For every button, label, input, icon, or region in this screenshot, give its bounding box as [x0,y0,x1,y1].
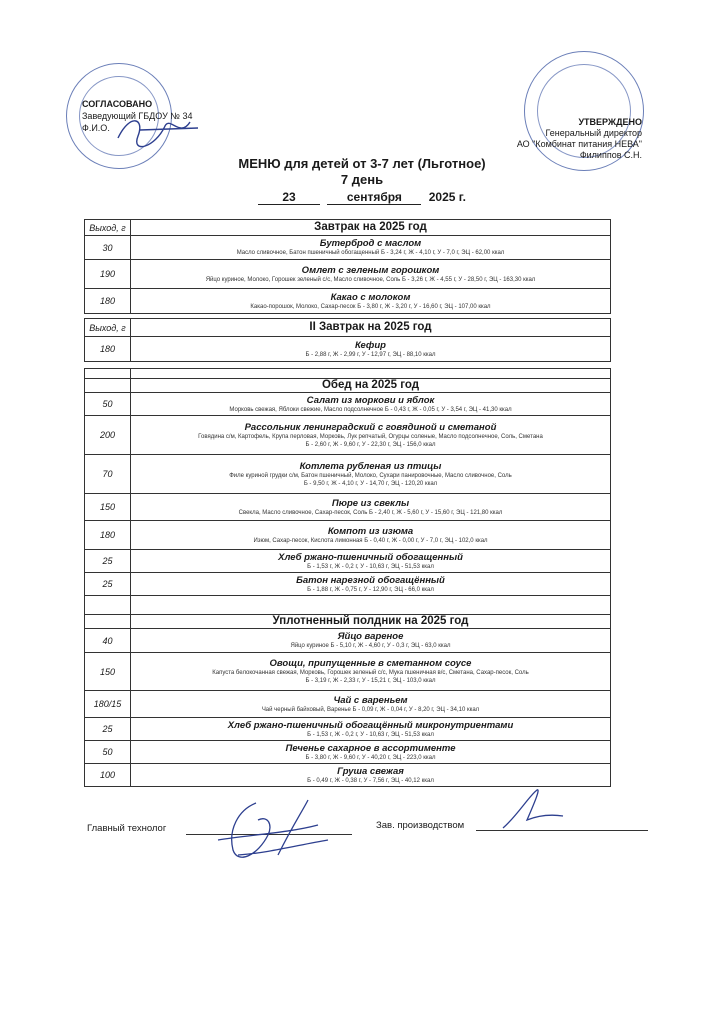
dish-name: Омлет с зеленым горошком [301,264,440,276]
item-weight: 40 [85,629,131,653]
dish-composition: Б - 1,53 г, Ж - 0,2 г, У - 10,63 г, ЭЦ - 51,53 ккал [307,563,434,570]
item-weight: 70 [85,455,131,494]
dish-name: Хлеб ржано-пшеничный обогащённый микронутриентами [227,719,514,731]
chief-technologist-label: Главный технолог [87,823,167,834]
section-title-breakfast: Завтрак на 2025 год [131,220,611,236]
item-weight: 50 [85,393,131,416]
date-year: 2025 г. [428,190,466,204]
dish-name: Овощи, припущенные в сметанном соусе [269,658,472,669]
approved-name: Филиппов С.Н. [579,150,642,160]
approved-company: АО "Комбинат питания НЕВА" [516,139,642,149]
dish-composition: Свекла, Масло сливочное, Сахар-песок, Соль Б - 2,40 г, Ж - 5,60 г, У - 15,60 г, ЭЦ - 121,80 ккал [238,509,503,516]
dish-composition: Б - 1,53 г, Ж - 0,2 г, У - 10,63 г, ЭЦ - 51,53 ккал [307,731,434,738]
item-weight: 180/15 [85,691,131,718]
dish-name: Хлеб ржано-пшеничный обогащенный [278,551,463,563]
item-weight: 200 [85,416,131,455]
dish-name: Какао с молоком [330,291,411,303]
approved-position: Генеральный директор [545,128,642,138]
lunch-snack-table [84,368,611,787]
menu-date [0,190,724,205]
breakfast2-table [84,318,611,362]
dish-composition: Б - 3,80 г, Ж - 9,60 г, У - 40,20 г, ЭЦ - 223,0 ккал [305,754,436,761]
dish-composition: Б - 2,88 г, Ж - 2,99 г, У - 12,97 г, ЭЦ - 88,10 ккал [305,351,436,358]
item-weight: 25 [85,550,131,573]
dish-name: Кефир [355,339,386,351]
dish-name: Груша свежая [337,765,404,777]
dish-name: Яйцо вареное [337,631,404,642]
dish-composition: Чай черный байховый, Варенье Б - 0,09 г, Ж - 0,04 г, У - 8,20 г, ЭЦ - 34,10 ккал [261,706,480,713]
dish-name: Пюре из свеклы [331,497,410,509]
dish-composition: Капуста белокочанная свежая, Морковь, Горошек зеленый с/с, Мука пшеничная в/с, Сметана, Сахар-песок, Соль [212,670,529,676]
menu-title: МЕНЮ для детей от 3-7 лет (Льготное) [238,156,486,171]
signature-agreed [110,108,205,150]
dish-composition: Яйцо куриное Б - 5,10 г, Ж - 4,60 г, У - 0,3 г, ЭЦ - 63,0 ккал [290,643,451,649]
yield-header: Выход, г [85,220,131,236]
breakfast-table [84,219,611,314]
dish-nutrition: Б - 9,50 г, Ж - 4,10 г, У - 14,70 г, ЭЦ - 120,20 ккал [303,480,438,487]
item-weight: 50 [85,741,131,764]
item-weight: 150 [85,653,131,691]
item-weight: 25 [85,573,131,596]
item-weight: 150 [85,494,131,521]
dish-composition: Филе куриной грудки с/м, Батон пшеничный, Молоко, Сухари панировочные, Масло сливочное, Соль [229,472,512,479]
agreed-position: Заведующий ГБДОУ № 34 [82,111,193,121]
date-day: 23 [258,190,320,205]
agreed-name: Ф.И.О. [82,123,110,133]
item-weight: 180 [85,521,131,550]
item-weight: 190 [85,260,131,289]
agreed-title: СОГЛАСОВАНО [82,99,153,109]
menu-day: 7 день [340,172,384,187]
production-manager-label: Зав. производством [376,820,465,831]
date-month: сентября [327,190,421,205]
dish-composition: Какао-порошок, Молоко, Сахар-песок Б - 3,80 г, Ж - 3,20 г, У - 16,60 г, ЭЦ - 107,00 ккал [250,303,491,310]
item-weight: 30 [85,236,131,260]
dish-nutrition: Б - 2,60 г, Ж - 9,60 г, У - 22,30 г, ЭЦ - 156,0 ккал [305,441,436,448]
dish-name: Печенье сахарное в ассортименте [285,742,456,754]
item-weight: 25 [85,718,131,741]
dish-composition: Говядина с/м, Картофель, Крупа перловая, Морковь, Лук репчатый, Огурцы соленые, Масло подсолнечное, Соль, Сметана [198,433,543,440]
dish-composition: Изюм, Сахар-песок, Кислота лимонная Б - 0,40 г, Ж - 0,00 г, У - 7,0 г, ЭЦ - 102,0 ккал [253,537,488,544]
dish-name: Салат из моркови и яблок [306,394,435,406]
item-weight: 180 [85,289,131,314]
dish-composition: Морковь свежая, Яблоки свежие, Масло подсолнечное Б - 0,43 г, Ж - 0,05 г, У - 3,54 г, ЭЦ - 41,30 ккал [229,406,512,413]
signature-technologist [198,795,338,870]
item-weight: 100 [85,764,131,787]
approved-title: УТВЕРЖДЕНО [578,117,642,127]
section-title-snack: Уплотненный полдник на 2025 год [131,615,611,629]
dish-name: Батон нарезной обогащённый [296,574,445,586]
dish-composition: Яйцо куриное, Молоко, Горошек зеленый с/с, Масло сливочное, Соль Б - 3,26 г, Ж - 4,55 г, У - 28,50 г, ЭЦ - 163,30 ккал [205,276,536,283]
dish-name: Бутерброд с маслом [319,238,422,249]
yield-header: Выход, г [85,319,131,337]
dish-composition: Б - 0,49 г, Ж - 0,38 г, У - 7,56 г, ЭЦ - 40,12 ккал [307,777,434,784]
dish-name: Чай с вареньем [333,694,408,706]
dish-nutrition: Б - 3,19 г, Ж - 2,33 г, У - 15,21 г, ЭЦ - 103,0 ккал [305,678,436,684]
dish-name: Компот из изюма [327,525,414,537]
approved-block [517,117,642,161]
dish-name: Котлета рубленая из птицы [299,460,442,472]
signature-production [497,786,567,834]
dish-composition: Масло сливочное, Батон пшеничный обогащенный Б - 3,24 г, Ж - 4,10 г, У - 7,0 г, ЭЦ - 62,00 ккал [236,250,505,256]
dish-composition: Б - 1,88 г, Ж - 0,75 г, У - 12,90 г, ЭЦ - 66,0 ккал [307,586,434,593]
item-weight: 180 [85,337,131,362]
section-title-lunch: Обед на 2025 год [131,379,611,393]
dish-name: Рассольник ленинградский с говядиной и сметаной [244,421,497,433]
section-title-breakfast2: II Завтрак на 2025 год [131,319,611,337]
